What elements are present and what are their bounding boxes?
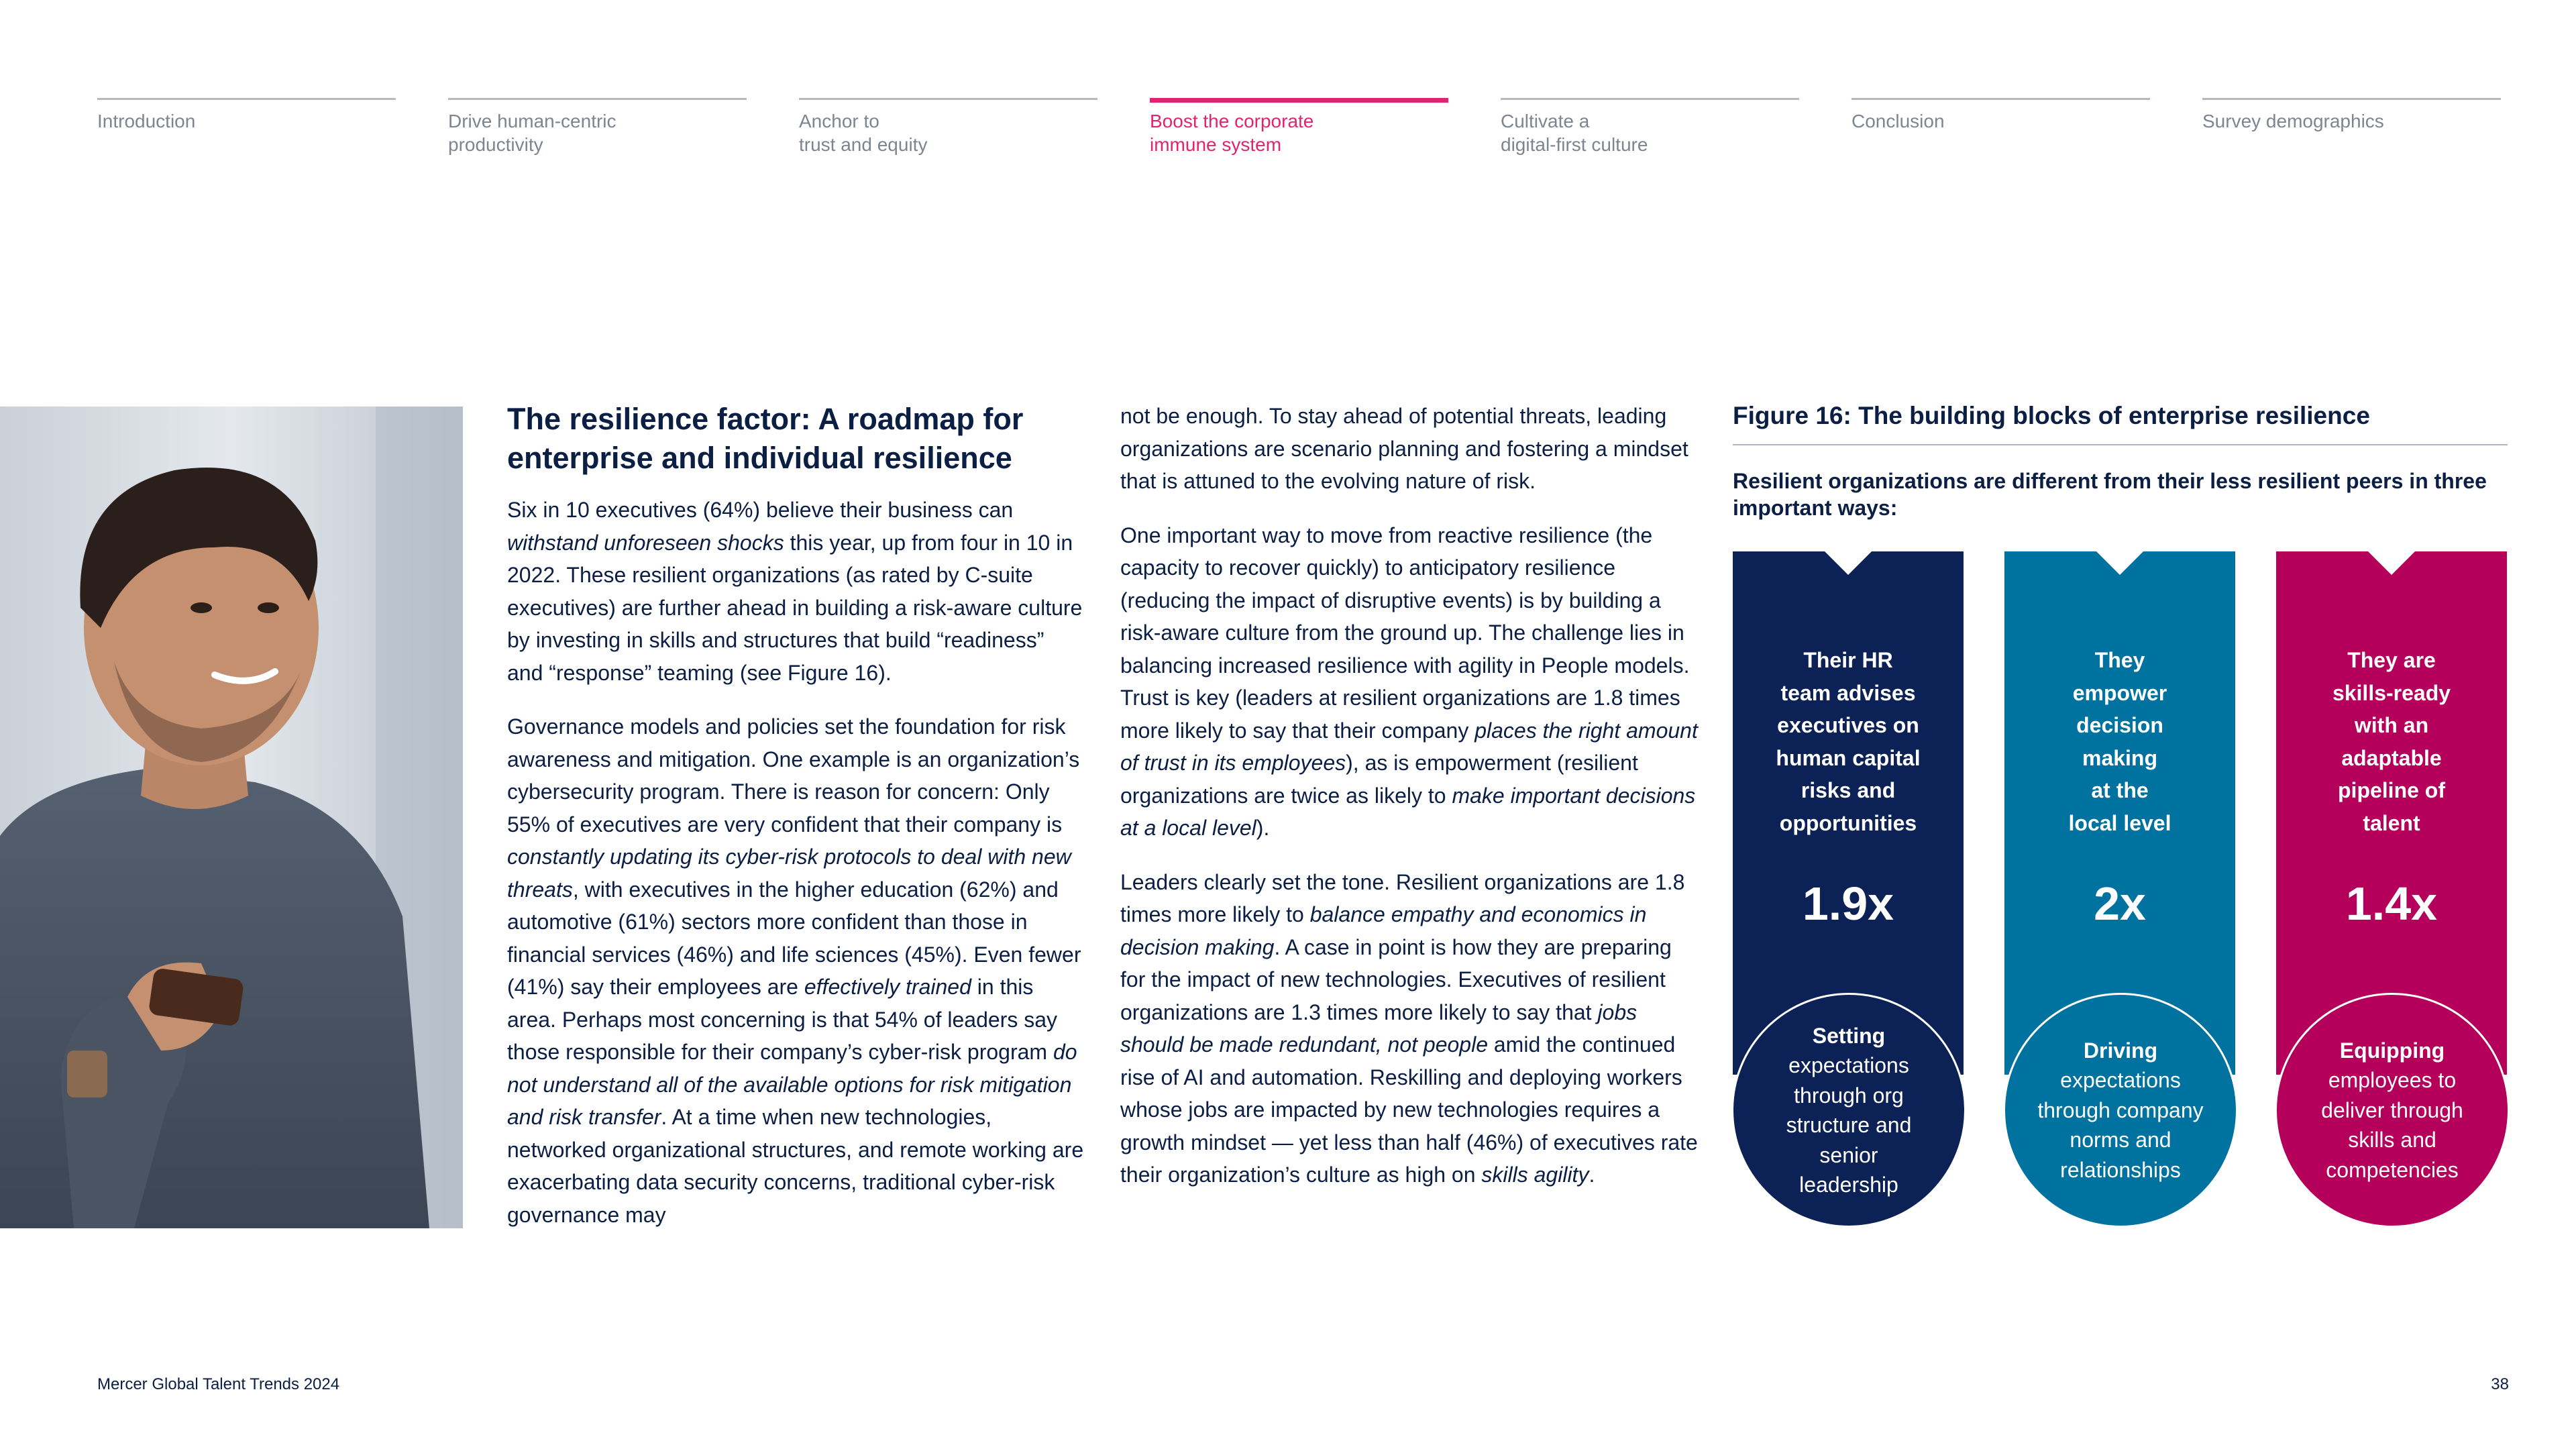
paragraph-text: .: [1589, 1163, 1595, 1187]
paragraph-text: Six in 10 executives (64%) believe their business can: [507, 498, 1014, 522]
pillar-label: They empower decision making at the local level: [2068, 648, 2171, 835]
circle-text: expectations through company norms and relationships: [2037, 1068, 2204, 1182]
nav-item-immune-system[interactable]: Boost the corporate immune system: [1150, 98, 1448, 156]
emphasis-text: constantly updating its cyber-risk protocols to deal with new threats: [507, 845, 1071, 902]
man-portrait-illustration: [0, 407, 463, 1228]
paragraph-text: not be enough. To stay ahead of potential threats, leading organizations are scenario planning and fostering a mindset that is attuned to the evolving nature of risk.: [1120, 404, 1688, 493]
emphasis-text: withstand unforeseen shocks: [507, 530, 784, 555]
pillar-stat: 2x: [2094, 877, 2146, 930]
emphasis-text: do not understand all of the available options for risk mitigation and risk transfer: [507, 1040, 1077, 1129]
paragraph-text: , with executives in the higher education (62%) and automotive (61%) sectors more confident than those in financial services (46%) and life sciences (45%). Even fewer (41%) say their employees are: [507, 877, 1081, 999]
article-column-1: [507, 400, 1085, 1252]
pillar-notch: [2096, 551, 2143, 575]
emphasis-text: jobs should be made redundant, not people: [1120, 1000, 1638, 1057]
paragraph-text: amid the continued rise of AI and automation. Reskilling and deploying workers whose jobs are impacted by new technologies requires a growth mindset — yet less than half (46%) of executives rate their organization’s culture as high on: [1120, 1032, 1698, 1187]
nav-item-survey-demographics[interactable]: Survey demographics: [2202, 98, 2501, 133]
emphasis-text: make important decisions at a local level: [1120, 783, 1696, 840]
paragraph-text: in this area. Perhaps most concerning is that 54% of leaders say those responsible for their company’s cyber-risk program: [507, 975, 1057, 1064]
figure-title: Figure 16: The building blocks of enterprise resilience: [1733, 400, 2508, 445]
paragraph-text: Governance models and policies set the foundation for risk awareness and mitigation. One example is an organization’s cybersecurity program. There is reason for concern: Only 55% of executives are very confident that their company is: [507, 714, 1080, 837]
paragraph-text: One important way to move from reactive resilience (the capacity to recover quickly) to anticipatory resilience (reducing the impact of disruptive events) is by building a risk-aware culture from the ground up. The challenge lies in balancing increased resilience with agility in People models. Trust is key (leaders at resilient organizations are 1.8 times more likely to say that their company: [1120, 523, 1690, 743]
pillar-hr-advises: [1733, 551, 1964, 1229]
section-nav: [97, 98, 2509, 172]
circle-heading: Driving: [2083, 1038, 2158, 1063]
article-heading: The resilience factor: A roadmap for enterprise and individual resilience: [507, 402, 1024, 475]
pillar-label: They are skills-ready with an adaptable pipeline of talent: [2332, 648, 2451, 835]
pillar-label: Their HR team advises executives on human capital risks and opportunities: [1776, 648, 1921, 835]
paragraph-text: ).: [1256, 816, 1270, 840]
article-paragraph: [507, 494, 1085, 689]
circle-text: expectations through org structure and senior leadership: [1786, 1053, 1912, 1197]
pillar-empower-decisions: [2004, 551, 2235, 1229]
pillar-skills-ready: [2276, 551, 2507, 1229]
pillar-circle: [1731, 993, 1966, 1228]
nav-item-conclusion[interactable]: Conclusion: [1851, 98, 2150, 133]
circle-heading: Setting: [1812, 1023, 1886, 1048]
column-1-paragraphs: [507, 494, 1085, 1231]
nav-item-introduction[interactable]: Introduction: [97, 98, 396, 133]
pillar-circle: [2003, 993, 2238, 1228]
paragraph-text: . At a time when new technologies, networked organizational structures, and remote working are exacerbating data security concerns, traditional cyber-risk governance may: [507, 1105, 1084, 1227]
man-with-phone-photo: [0, 407, 463, 1228]
nav-item-digital-first[interactable]: Cultivate a digital-first culture: [1501, 98, 1799, 156]
nav-item-trust-equity[interactable]: Anchor to trust and equity: [799, 98, 1097, 156]
pillar-stat: 1.9x: [1802, 877, 1894, 930]
circle-heading: Equipping: [2339, 1038, 2445, 1063]
paragraph-text: ), as is empowerment (resilient organizations are twice as likely to: [1120, 751, 1638, 808]
paragraph-text: this year, up from four in 10 in 2022. These resilient organizations (as rated by C-suite executives) are further ahead in building a risk-aware culture by investing in skills and structures that build “readiness” and “response” teaming (see Figure 16).: [507, 530, 1083, 685]
column-2-paragraphs: [1120, 400, 1699, 1191]
article-paragraph: [1120, 519, 1699, 845]
paragraph-text: . A case in point is how they are preparing for the impact of new technologies. Executives of resilient organizations are 1.3 times more likely to say that: [1120, 934, 1672, 1024]
figure-subtitle: Resilient organizations are different from their less resilient peers in three important ways:: [1733, 469, 2487, 520]
paragraph-text: Leaders clearly set the tone. Resilient organizations are 1.8 times more likely to: [1120, 869, 1685, 926]
article-paragraph: [1120, 866, 1699, 1191]
emphasis-text: places the right amount of trust in its employees: [1120, 718, 1698, 775]
pillar-notch: [2368, 551, 2415, 575]
footer-publication: Mercer Global Talent Trends 2024: [97, 1375, 340, 1393]
pillar-notch: [1825, 551, 1872, 575]
article-column-2: [1120, 400, 1699, 1213]
circle-text: employees to deliver through skills and competencies: [2321, 1068, 2463, 1182]
pillar-circle: [2275, 993, 2510, 1228]
emphasis-text: balance empathy and economics in decision making: [1120, 902, 1647, 959]
nav-item-human-centric[interactable]: Drive human-centric productivity: [448, 98, 747, 156]
article-paragraph: [507, 710, 1085, 1231]
emphasis-text: skills agility: [1481, 1163, 1589, 1187]
emphasis-text: effectively trained: [804, 975, 971, 999]
pillar-stat: 1.4x: [2345, 877, 2438, 930]
page-number: 38: [2491, 1375, 2509, 1393]
article-paragraph: [1120, 400, 1699, 498]
